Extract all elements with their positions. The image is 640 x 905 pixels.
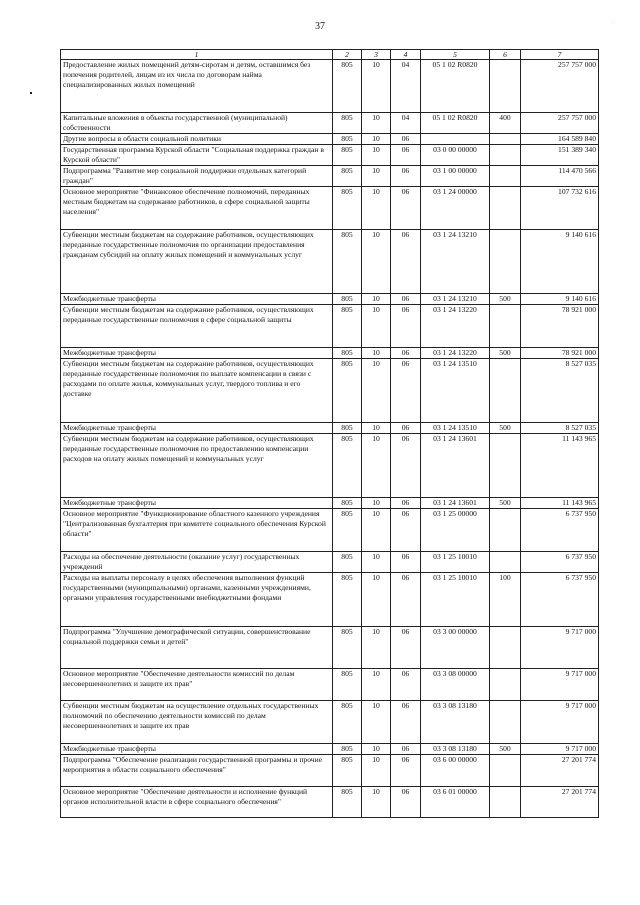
row-grbs: 805 — [333, 166, 362, 187]
row-target-article: 05 1 02 R0820 — [421, 60, 490, 113]
row-target-article: 03 3 08 00000 — [421, 669, 490, 701]
row-amount: 9 717 000 — [521, 669, 599, 701]
row-subsection: 06 — [391, 359, 421, 423]
row-section: 10 — [362, 573, 391, 627]
row-section: 10 — [362, 166, 391, 187]
margin-dot — [30, 92, 32, 94]
table-row — [61, 755, 599, 787]
row-expense-type: 500 — [490, 498, 521, 509]
table-row — [61, 434, 599, 498]
row-amount: 114 470 566 — [521, 166, 599, 187]
row-expense-type — [490, 60, 521, 113]
row-section: 10 — [362, 669, 391, 701]
row-name: Межбюджетные трансферты — [61, 423, 333, 434]
row-subsection: 04 — [391, 60, 421, 113]
row-target-article: 03 1 24 13601 — [421, 434, 490, 498]
row-subsection: 06 — [391, 434, 421, 498]
table-row — [61, 509, 599, 552]
row-section: 10 — [362, 701, 391, 744]
row-expense-type — [490, 230, 521, 294]
table-row — [61, 744, 599, 755]
row-target-article: 03 1 00 00000 — [421, 166, 490, 187]
row-subsection: 06 — [391, 787, 421, 818]
header-col-1: 1 — [61, 50, 333, 60]
row-amount: 257 757 000 — [521, 113, 599, 134]
row-amount: 9 717 000 — [521, 701, 599, 744]
table-row — [61, 230, 599, 294]
row-amount: 11 143 965 — [521, 498, 599, 509]
table-header — [61, 50, 599, 60]
row-subsection: 06 — [391, 573, 421, 627]
row-name: Государственная программа Курской области "Социальная поддержка граждан в Курской области" — [61, 145, 333, 166]
row-amount: 9 140 616 — [521, 230, 599, 294]
row-grbs: 805 — [333, 434, 362, 498]
row-grbs: 805 — [333, 113, 362, 134]
header-row — [61, 50, 599, 60]
row-section: 10 — [362, 509, 391, 552]
row-expense-type — [490, 627, 521, 669]
row-section: 10 — [362, 294, 391, 305]
row-name: Субвенции местным бюджетам на содержание работников, осуществляющих переданные государственные полномочия по выплате компенсации в связи с расходами по оплате жилья, коммунальных услуг, твердого топлива и его доставке — [61, 359, 333, 423]
row-section: 10 — [362, 423, 391, 434]
header-col-2: 2 — [333, 50, 362, 60]
header-col-4: 4 — [391, 50, 421, 60]
row-grbs: 805 — [333, 744, 362, 755]
row-name: Подпрограмма "Обеспечение реализации государственной программы и прочие мероприятия в области социального обеспечения" — [61, 755, 333, 787]
row-amount: 27 201 774 — [521, 755, 599, 787]
row-amount: 9 717 000 — [521, 627, 599, 669]
row-amount: 6 737 950 — [521, 573, 599, 627]
header-col-7: 7 — [521, 50, 599, 60]
row-target-article: 03 1 25 10010 — [421, 573, 490, 627]
row-grbs: 805 — [333, 294, 362, 305]
table-row — [61, 787, 599, 818]
row-name: Основное мероприятие "Обеспечение деятельности комиссий по делам несовершеннолетних и защите их прав" — [61, 669, 333, 701]
table-body — [61, 60, 599, 818]
budget-table — [60, 49, 599, 818]
header-col-6: 6 — [490, 50, 521, 60]
row-grbs: 805 — [333, 423, 362, 434]
row-grbs: 805 — [333, 509, 362, 552]
table-row — [61, 145, 599, 166]
row-section: 10 — [362, 434, 391, 498]
row-name: Межбюджетные трансферты — [61, 744, 333, 755]
row-section: 10 — [362, 348, 391, 359]
row-section: 10 — [362, 60, 391, 113]
table-row — [61, 60, 599, 113]
row-target-article: 03 3 08 13180 — [421, 744, 490, 755]
row-name: Расходы на выплаты персоналу в целях обеспечения выполнения функций государственными (муниципальными) органами, казенными учреждениями, органами управления государственными внебюджетными фондами — [61, 573, 333, 627]
table-row — [61, 134, 599, 145]
row-target-article: 05 1 02 R0820 — [421, 113, 490, 134]
row-expense-type: 500 — [490, 423, 521, 434]
row-amount: 107 732 616 — [521, 187, 599, 230]
row-amount: 8 527 035 — [521, 423, 599, 434]
row-name: Межбюджетные трансферты — [61, 498, 333, 509]
row-target-article: 03 1 24 13510 — [421, 359, 490, 423]
row-expense-type — [490, 552, 521, 573]
row-name: Субвенции местным бюджетам на содержание работников, осуществляющих переданные государственные полномочия по предоставлению компенсации расходов на оплату жилых помещений и коммунальных услуг — [61, 434, 333, 498]
row-subsection: 06 — [391, 423, 421, 434]
row-target-article: 03 1 24 13210 — [421, 294, 490, 305]
row-subsection: 04 — [391, 113, 421, 134]
row-section: 10 — [362, 187, 391, 230]
row-expense-type — [490, 755, 521, 787]
table-row — [61, 669, 599, 701]
row-amount: 257 757 000 — [521, 60, 599, 113]
row-target-article: 03 3 08 13180 — [421, 701, 490, 744]
row-target-article: 03 1 25 10010 — [421, 552, 490, 573]
row-section: 10 — [362, 230, 391, 294]
table-row — [61, 423, 599, 434]
row-grbs: 805 — [333, 755, 362, 787]
table-row — [61, 498, 599, 509]
table-row — [61, 305, 599, 348]
row-subsection: 06 — [391, 145, 421, 166]
row-section: 10 — [362, 744, 391, 755]
row-target-article: 03 1 24 13210 — [421, 230, 490, 294]
row-amount: 8 527 035 — [521, 359, 599, 423]
row-section: 10 — [362, 305, 391, 348]
row-expense-type — [490, 305, 521, 348]
row-grbs: 805 — [333, 134, 362, 145]
row-grbs: 805 — [333, 627, 362, 669]
row-target-article: 03 6 01 00000 — [421, 787, 490, 818]
row-amount: 78 921 000 — [521, 348, 599, 359]
row-amount: 9 140 616 — [521, 294, 599, 305]
row-name: Межбюджетные трансферты — [61, 294, 333, 305]
row-target-article — [421, 134, 490, 145]
row-expense-type — [490, 669, 521, 701]
row-grbs: 805 — [333, 552, 362, 573]
row-expense-type: 500 — [490, 348, 521, 359]
row-target-article: 03 1 24 00000 — [421, 187, 490, 230]
row-target-article: 03 1 24 13601 — [421, 498, 490, 509]
row-target-article: 03 1 24 13220 — [421, 305, 490, 348]
row-grbs: 805 — [333, 145, 362, 166]
row-subsection: 06 — [391, 627, 421, 669]
row-amount: 6 737 950 — [521, 509, 599, 552]
row-target-article: 03 1 24 13220 — [421, 348, 490, 359]
row-grbs: 805 — [333, 348, 362, 359]
row-grbs: 805 — [333, 787, 362, 818]
row-expense-type — [490, 509, 521, 552]
table-row — [61, 348, 599, 359]
row-name: Капитальные вложения в объекты государственной (муниципальной) собственности — [61, 113, 333, 134]
row-amount: 164 589 840 — [521, 134, 599, 145]
corner-mark: · — [612, 20, 614, 26]
row-grbs: 805 — [333, 701, 362, 744]
row-grbs: 805 — [333, 359, 362, 423]
row-target-article: 03 6 00 00000 — [421, 755, 490, 787]
row-subsection: 06 — [391, 669, 421, 701]
row-grbs: 805 — [333, 187, 362, 230]
row-subsection: 06 — [391, 701, 421, 744]
row-section: 10 — [362, 145, 391, 166]
row-grbs: 805 — [333, 573, 362, 627]
row-expense-type: 100 — [490, 573, 521, 627]
row-target-article: 03 1 25 00000 — [421, 509, 490, 552]
row-expense-type — [490, 359, 521, 423]
table-row — [61, 552, 599, 573]
row-subsection: 06 — [391, 294, 421, 305]
table-row — [61, 573, 599, 627]
row-name: Основное мероприятие "Обеспечение деятельности и исполнение функций органов исполнительной власти в сфере социального обеспечения" — [61, 787, 333, 818]
table-row — [61, 701, 599, 744]
row-name: Основное мероприятие "Финансовое обеспечение полномочий, переданных местным бюджетам на содержание работников, в сфере социальной защиты населения" — [61, 187, 333, 230]
row-section: 10 — [362, 627, 391, 669]
table-row — [61, 166, 599, 187]
row-section: 10 — [362, 755, 391, 787]
row-expense-type — [490, 701, 521, 744]
table-row — [61, 113, 599, 134]
table-row — [61, 359, 599, 423]
row-target-article: 03 3 00 00000 — [421, 627, 490, 669]
row-amount: 6 737 950 — [521, 552, 599, 573]
row-expense-type — [490, 787, 521, 818]
row-subsection: 06 — [391, 134, 421, 145]
row-expense-type — [490, 134, 521, 145]
header-col-5: 5 — [421, 50, 490, 60]
page-number: 37 — [315, 21, 325, 32]
table-row — [61, 294, 599, 305]
row-subsection: 06 — [391, 755, 421, 787]
row-name: Расходы на обеспечение деятельности (оказание услуг) государственных учреждений — [61, 552, 333, 573]
row-section: 10 — [362, 359, 391, 423]
row-section: 10 — [362, 552, 391, 573]
row-subsection: 06 — [391, 305, 421, 348]
row-section: 10 — [362, 113, 391, 134]
row-grbs: 805 — [333, 60, 362, 113]
row-expense-type — [490, 145, 521, 166]
row-subsection: 06 — [391, 552, 421, 573]
row-subsection: 06 — [391, 166, 421, 187]
row-expense-type — [490, 187, 521, 230]
row-subsection: 06 — [391, 230, 421, 294]
row-subsection: 06 — [391, 744, 421, 755]
row-name: Основное мероприятие "Функционирование областного казенного учреждения "Централизованная бухгалтерия при комитете социального обеспечения Курской области" — [61, 509, 333, 552]
row-subsection: 06 — [391, 498, 421, 509]
row-amount: 9 717 000 — [521, 744, 599, 755]
row-name: Межбюджетные трансферты — [61, 348, 333, 359]
row-expense-type: 500 — [490, 744, 521, 755]
row-amount: 27 201 774 — [521, 787, 599, 818]
header-col-3: 3 — [362, 50, 391, 60]
table-row — [61, 627, 599, 669]
row-name: Предоставление жилых помещений детям-сиротам и детям, оставшимся без попечения родителей, лицам из их числа по договорам найма специализированных жилых помещений — [61, 60, 333, 113]
row-amount: 78 921 000 — [521, 305, 599, 348]
row-grbs: 805 — [333, 305, 362, 348]
row-grbs: 805 — [333, 498, 362, 509]
row-grbs: 805 — [333, 230, 362, 294]
row-subsection: 06 — [391, 187, 421, 230]
row-name: Подпрограмма "Развитие мер социальной поддержки отдельных категорий граждан" — [61, 166, 333, 187]
row-section: 10 — [362, 787, 391, 818]
row-target-article: 03 0 00 00000 — [421, 145, 490, 166]
row-amount: 11 143 965 — [521, 434, 599, 498]
row-name: Субвенции местным бюджетам на осуществление отдельных государственных полномочий по обеспечению деятельности комиссий по делам несовершеннолетних и защите их прав — [61, 701, 333, 744]
row-name: Субвенции местным бюджетам на содержание работников, осуществляющих переданные государственные полномочия в сфере социальной защиты — [61, 305, 333, 348]
row-expense-type — [490, 166, 521, 187]
row-grbs: 805 — [333, 669, 362, 701]
row-expense-type: 400 — [490, 113, 521, 134]
row-name: Субвенции местным бюджетам на содержание работников, осуществляющих переданные государственные полномочия по организации предоставления гражданам субсидий на оплату жилых помещений и коммунальных услуг — [61, 230, 333, 294]
row-section: 10 — [362, 134, 391, 145]
row-expense-type: 500 — [490, 294, 521, 305]
row-amount: 151 389 340 — [521, 145, 599, 166]
row-name: Подпрограмма "Улучшение демографической ситуации, совершенствование социальной поддержки семьи и детей" — [61, 627, 333, 669]
row-target-article: 03 1 24 13510 — [421, 423, 490, 434]
row-subsection: 06 — [391, 509, 421, 552]
row-subsection: 06 — [391, 348, 421, 359]
row-name: Другие вопросы в области социальной политики — [61, 134, 333, 145]
row-expense-type — [490, 434, 521, 498]
table-row — [61, 187, 599, 230]
row-section: 10 — [362, 498, 391, 509]
